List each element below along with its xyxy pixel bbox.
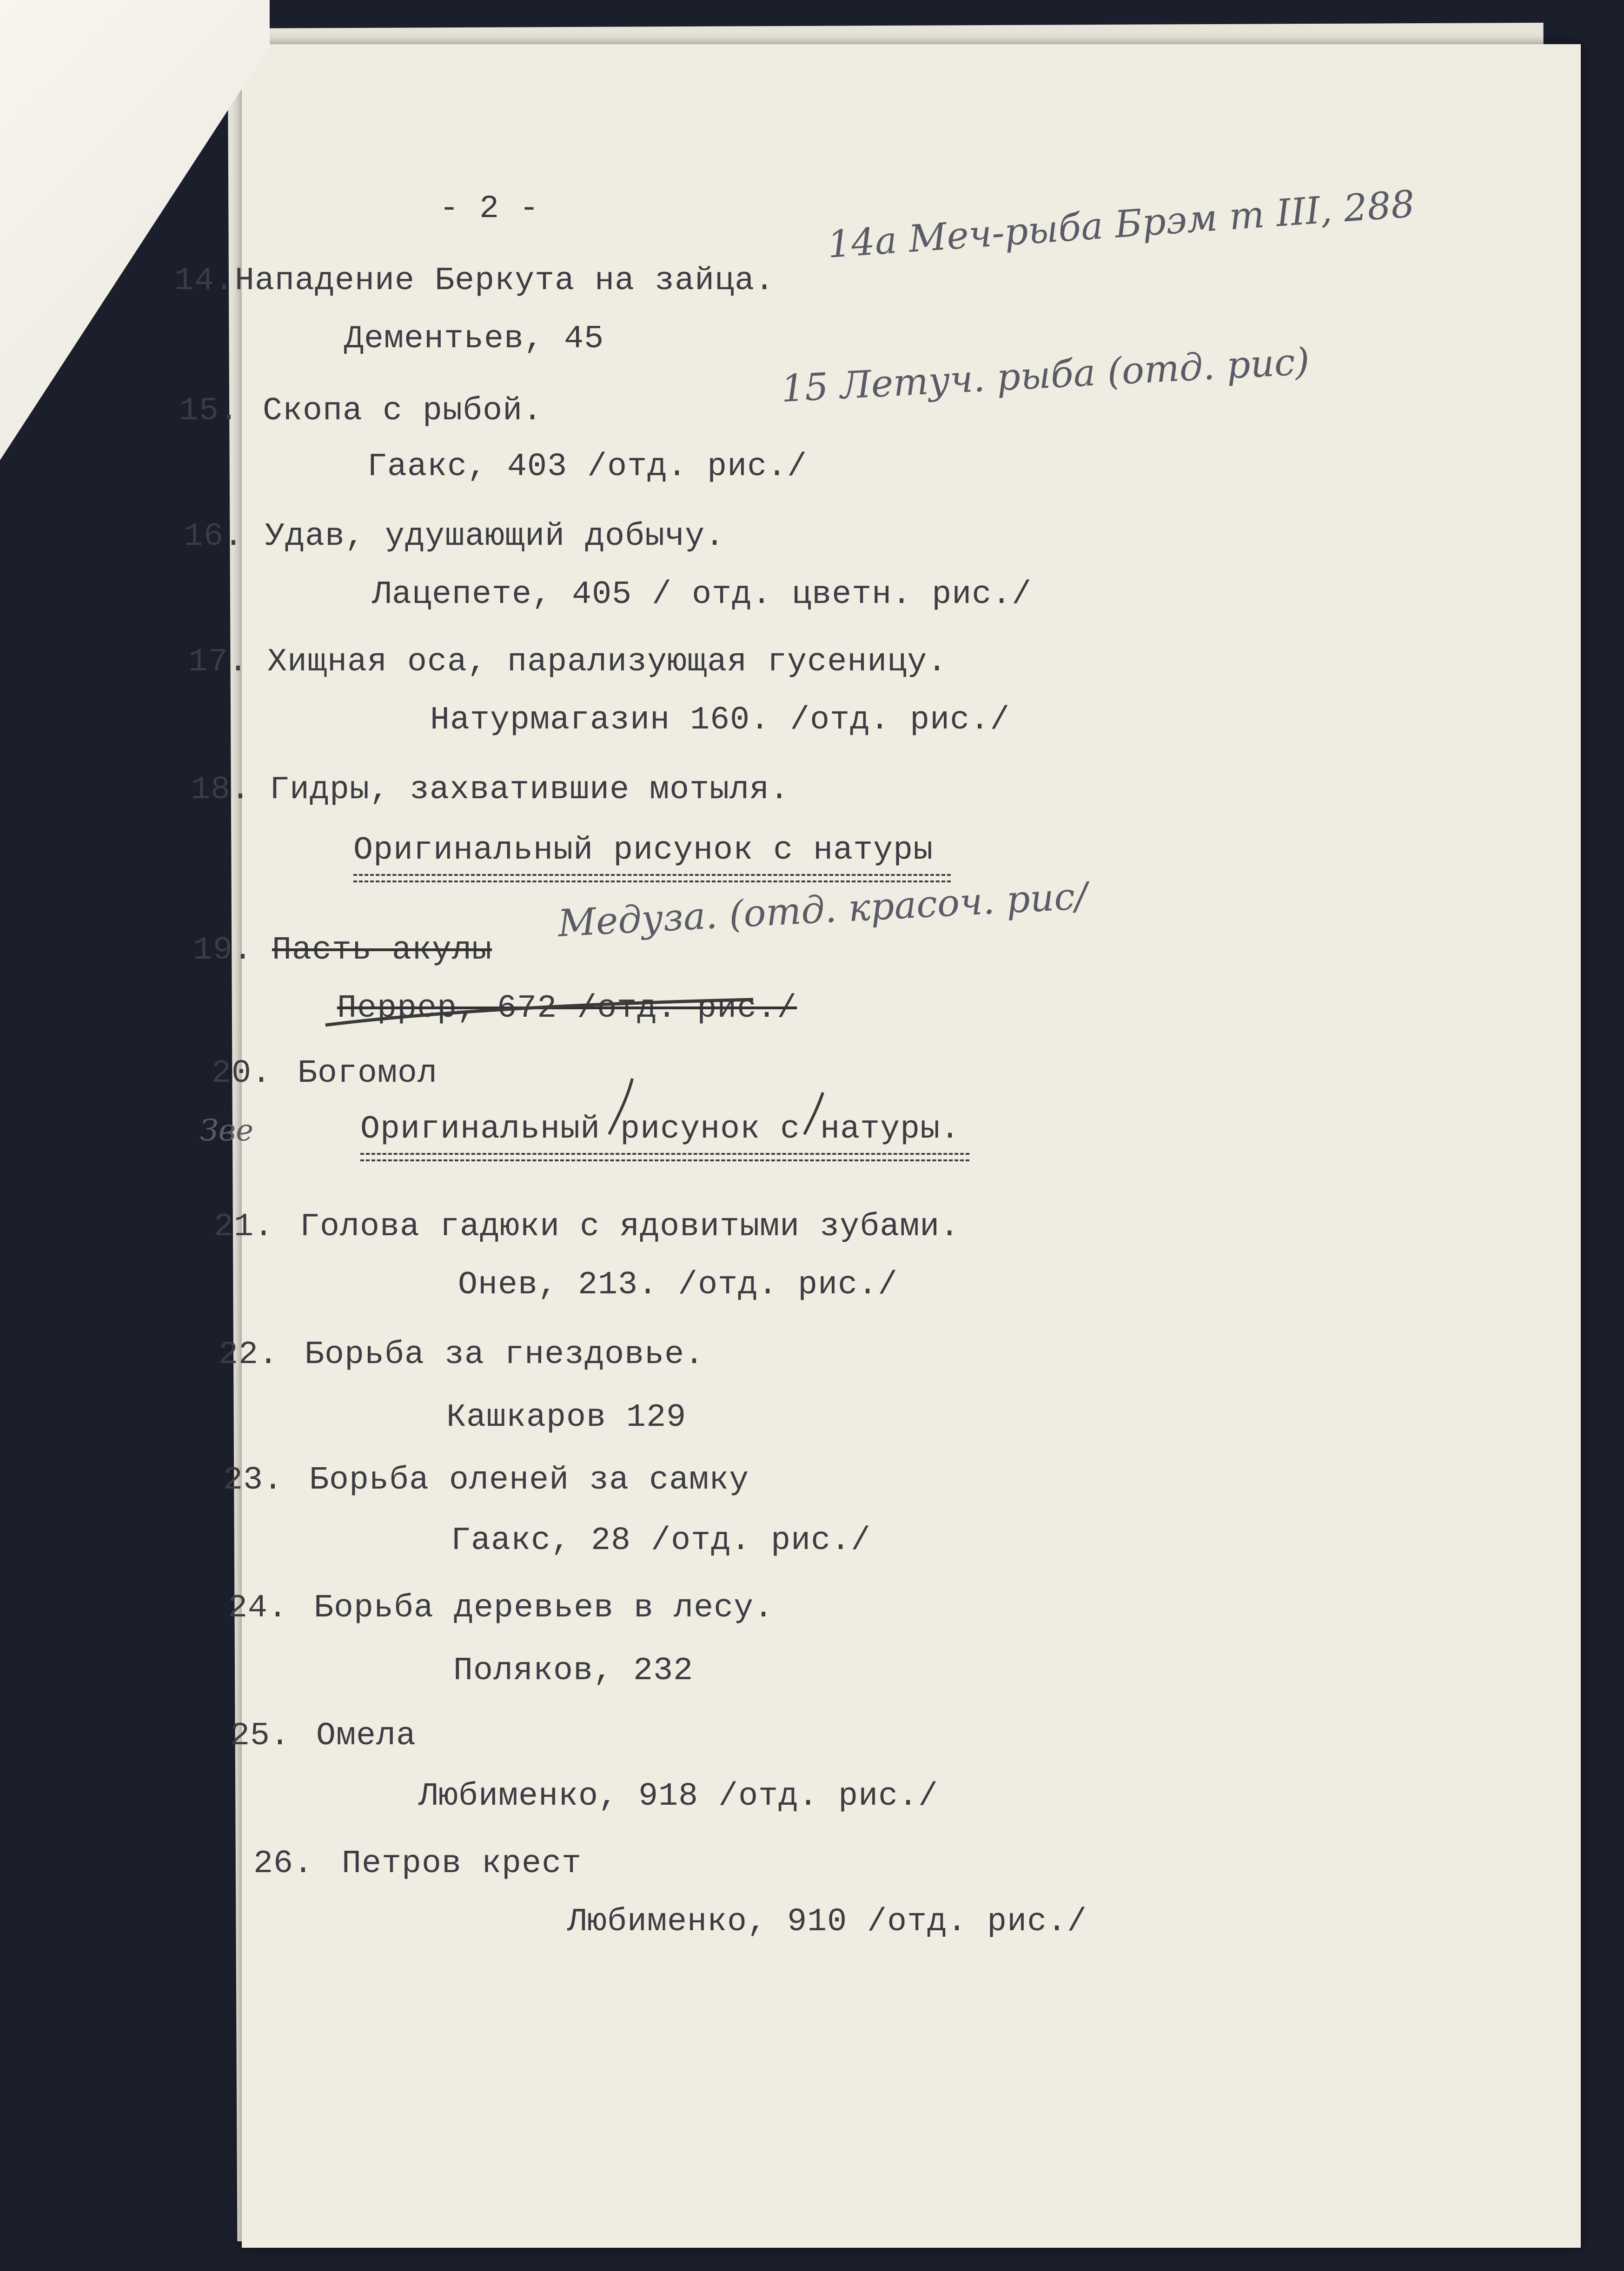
entry-source-17: Натурмагазин 160. /отд. рис./: [430, 702, 1010, 739]
handwritten-note-15: 15 Летуч. рыба (отд. рис): [780, 339, 1311, 411]
entry-number-15: 15.: [179, 393, 239, 430]
handwritten-note-19: Медуза. (отд. красоч. рис/: [557, 874, 1088, 945]
entry-title-22: Борьба за гнездовье.: [305, 1337, 705, 1373]
entry-source-16: Лацепете, 405 / отд. цветн. рис./: [372, 576, 1032, 613]
entry-title-17: Хищная оса, парализующая гусеницу.: [267, 644, 948, 681]
entry-number-23: 23.: [223, 1462, 284, 1499]
entry-title-25: Омела: [316, 1718, 417, 1755]
entry-source-22: Кашкаров 129: [446, 1399, 687, 1436]
double-underline-18: [353, 874, 951, 876]
entry-number-14: 14.: [174, 263, 235, 299]
entry-number-26: 26.: [253, 1846, 314, 1882]
entry-title-15: Скопа с рыбой.: [263, 393, 543, 430]
entry-number-25: 25.: [230, 1718, 291, 1755]
entry-title-23: Борьба оленей за самку: [309, 1462, 749, 1499]
entry-source-18: Оригинальный рисунок с натуры: [353, 832, 934, 869]
page-number: - 2 -: [439, 191, 540, 227]
entry-source-23: Гаакс, 28 /отд. рис./: [451, 1523, 871, 1559]
handwritten-note-20: Зве: [200, 1113, 253, 1148]
entry-number-22: 22.: [219, 1337, 279, 1373]
entry-title-20: Богомол: [298, 1055, 438, 1092]
entry-source-15: Гаакс, 403 /отд. рис./: [367, 449, 808, 485]
entry-title-16: Удав, удушающий добычу.: [265, 518, 725, 555]
entry-number-20: 20.: [212, 1055, 272, 1092]
entry-number-17: 17.: [188, 644, 249, 681]
entry-source-24: Поляков, 232: [453, 1653, 694, 1689]
entry-source-21: Онев, 213. /отд. рис./: [458, 1267, 898, 1304]
entry-number-24: 24.: [228, 1590, 288, 1627]
handwritten-note-14a: 14а Меч-рыба Брэм т III, 288: [826, 182, 1416, 266]
entry-number-16: 16.: [184, 518, 244, 555]
entry-title-26: Петров крест: [342, 1846, 582, 1882]
entry-title-19: Пасть акулы: [272, 932, 492, 969]
entry-title-18: Гидры, захватившие мотыля.: [270, 772, 790, 808]
double-underline-20: [360, 1153, 969, 1155]
entry-number-21: 21.: [214, 1209, 274, 1245]
entry-source-26: Любименко, 910 /отд. рис./: [567, 1904, 1087, 1940]
entry-title-14: Нападение Беркута на зайца.: [235, 263, 775, 299]
entry-source-25: Любименко, 918 /отд. рис./: [418, 1778, 939, 1815]
entry-source-14: Дементьев, 45: [344, 321, 604, 358]
entry-number-19: 19.: [193, 932, 253, 969]
entry-source-19: Перрер, 672 /отд. рис./: [337, 990, 797, 1027]
entry-title-24: Борьба деревьев в лесу.: [314, 1590, 774, 1627]
entry-title-21: Голова гадюки с ядовитыми зубами.: [300, 1209, 960, 1245]
entry-source-20: Оригинальный рисунок с натуры.: [360, 1111, 961, 1148]
entry-number-18: 18.: [191, 772, 251, 808]
